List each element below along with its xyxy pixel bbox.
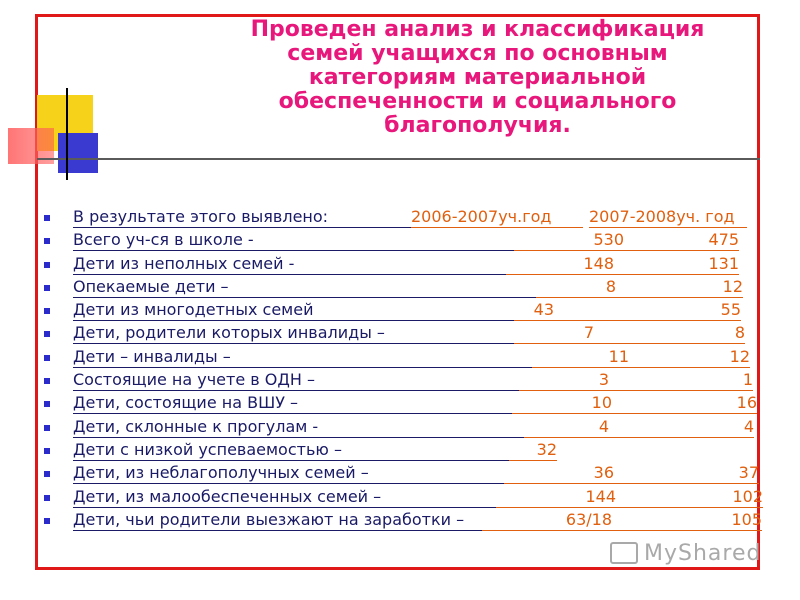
row-label: Дети, из неблагополучных семей – [73, 462, 504, 484]
value-2006-2007[interactable]: 3 [519, 369, 609, 391]
list-item [44, 392, 759, 415]
value-2006-2007[interactable]: 10 [512, 392, 612, 414]
bullet-icon [44, 238, 50, 244]
title-line: Проведен анализ и классификация [250, 17, 705, 42]
value-2006-2007[interactable]: 4 [524, 416, 609, 438]
bullet-icon [44, 285, 50, 291]
value-2007-2008[interactable]: 12 [616, 276, 743, 298]
value-2006-2007[interactable]: 530 [514, 229, 624, 251]
list-header-row [44, 206, 759, 229]
list-item [44, 509, 762, 532]
row-label: Дети, состоящие на ВШУ – [73, 392, 512, 414]
bullet-icon [44, 355, 50, 361]
row-label: Всего уч-ся в школе - [73, 229, 514, 251]
value-2006-2007[interactable]: 148 [506, 253, 614, 275]
list-item [44, 346, 759, 369]
row-label: Дети – инвалиды – [73, 346, 532, 368]
title-line: категориям материальной [308, 65, 647, 90]
watermark-text: MyShared [644, 541, 762, 566]
list-item [44, 486, 763, 509]
list-item [44, 253, 759, 276]
header-year-1[interactable]: 2006-2007уч.год [411, 206, 583, 228]
value-2006-2007[interactable]: 36 [504, 462, 614, 484]
decor-horizontal-line [37, 158, 760, 160]
row-label: Дети с низкой успеваемостью – [73, 439, 509, 461]
bullet-icon [44, 378, 50, 384]
list-item [44, 322, 759, 345]
value-2007-2008[interactable]: 55 [554, 299, 741, 321]
bullet-icon [44, 518, 50, 524]
header-year-2[interactable]: 2007-2008уч. год [589, 206, 747, 228]
value-2007-2008[interactable]: 1 [609, 369, 753, 391]
list-item [44, 276, 759, 299]
list-item [44, 299, 759, 322]
slide-title [200, 18, 755, 138]
value-2007-2008[interactable]: 37 [614, 462, 759, 484]
title-line: обеспеченности и социального [278, 89, 677, 114]
value-2006-2007[interactable]: 11 [532, 346, 629, 368]
bullet-icon [44, 262, 50, 268]
row-label: Дети, склонные к прогулам - [73, 416, 524, 438]
value-2007-2008[interactable]: 131 [614, 253, 739, 275]
list-item [44, 439, 759, 462]
row-label: Дети, из малообеспеченных семей – [73, 486, 496, 508]
title-line: семей учащихся по основным [287, 41, 668, 66]
value-2007-2008[interactable]: 8 [594, 322, 745, 344]
decor-vertical-line [66, 88, 68, 180]
bullet-icon [44, 425, 50, 431]
value-2006-2007[interactable]: 8 [536, 276, 616, 298]
row-label: Состоящие на учете в ОДН – [73, 369, 519, 391]
value-2007-2008[interactable]: 4 [609, 416, 754, 438]
row-label: Дети из неполных семей - [73, 253, 506, 275]
list-item [44, 462, 759, 485]
statistics-list [44, 206, 763, 532]
bullet-icon [44, 401, 50, 407]
header-label: В результате этого выявлено: [73, 206, 412, 228]
value-2006-2007[interactable]: 63/18 [482, 509, 612, 531]
bullet-icon [44, 308, 50, 314]
row-label: Дети из многодетных семей [73, 299, 514, 321]
row-label: Дети, родители которых инвалиды – [73, 322, 514, 344]
value-2007-2008[interactable]: 105 [612, 509, 762, 531]
bullet-icon [44, 331, 50, 337]
value-2006-2007[interactable]: 7 [514, 322, 594, 344]
title-line: благополучия. [384, 113, 571, 138]
watermark [610, 540, 760, 568]
bullet-icon [44, 448, 50, 454]
bullet-icon [44, 495, 50, 501]
row-label: Опекаемые дети – [73, 276, 536, 298]
value-2006-2007[interactable]: 144 [496, 486, 616, 508]
value-2007-2008[interactable]: 16 [612, 392, 757, 414]
value-2006-2007[interactable]: 43 [514, 299, 554, 321]
bullet-icon [44, 215, 50, 221]
bullet-icon [44, 471, 50, 477]
row-label: Дети, чьи родители выезжают на заработки – [73, 509, 482, 531]
list-item [44, 369, 759, 392]
value-2007-2008[interactable]: 475 [624, 229, 739, 251]
list-item [44, 229, 759, 252]
value-2007-2008[interactable]: 102 [616, 486, 763, 508]
value-2007-2008[interactable]: 12 [629, 346, 750, 368]
list-item [44, 416, 759, 439]
decor-blue-square [58, 133, 98, 173]
value-2006-2007[interactable]: 32 [509, 439, 557, 461]
watermark-icon [610, 542, 638, 564]
